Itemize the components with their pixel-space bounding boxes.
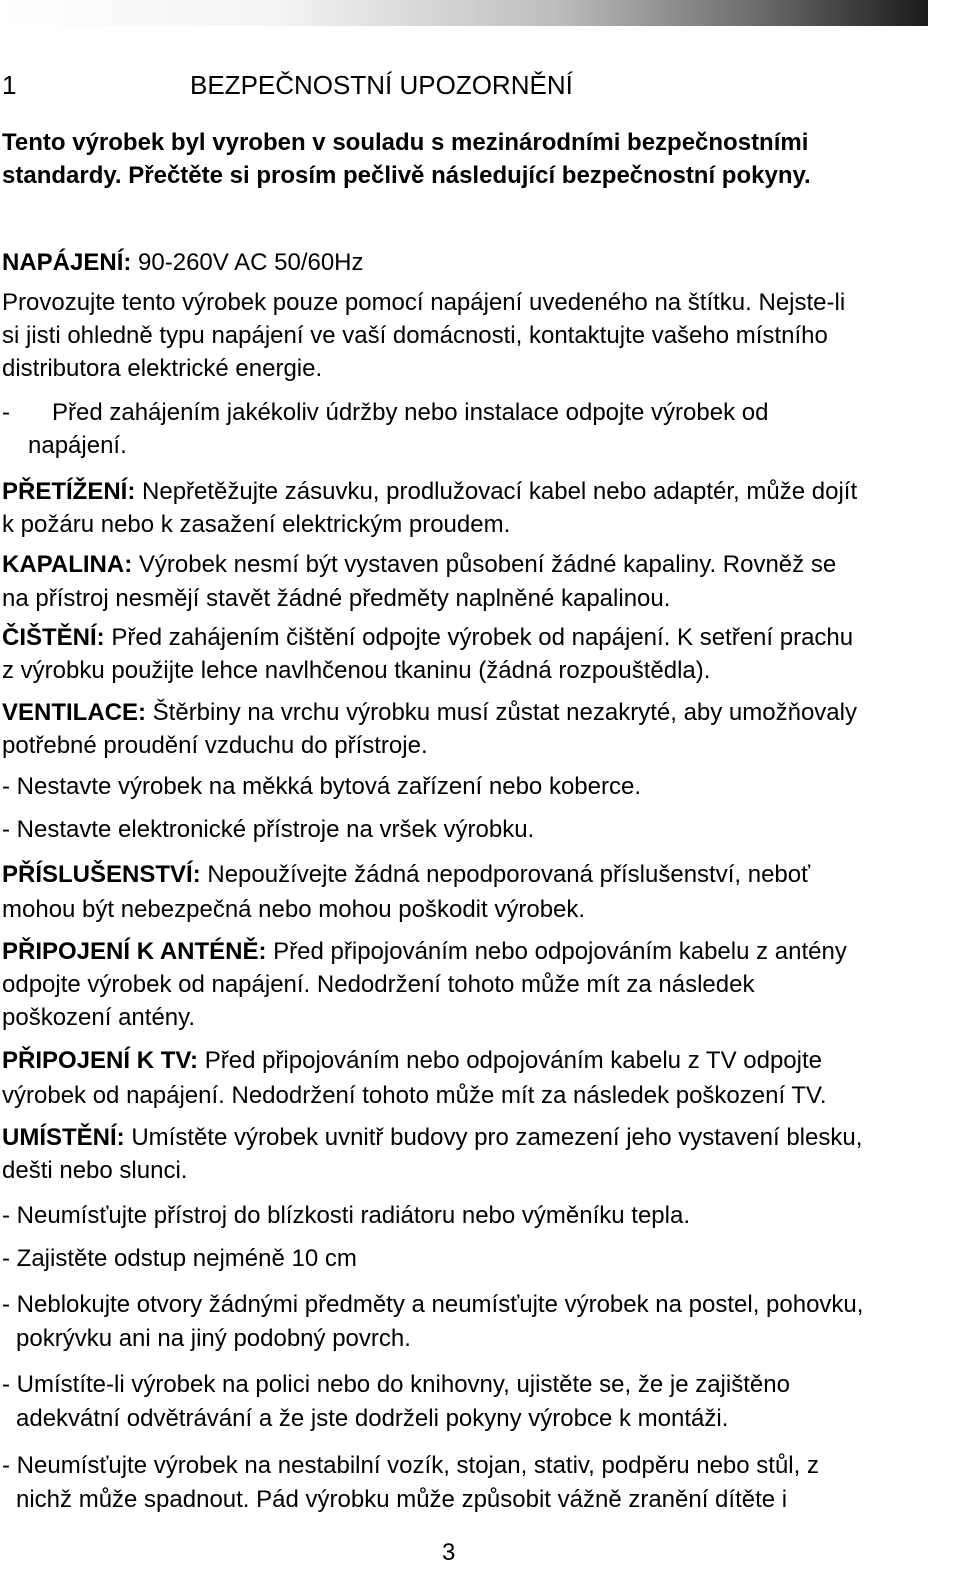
power-heading	[2, 246, 364, 279]
power-line-2: si jisti ohledně typu napájení ve vaší domácnosti, kontaktujte vašeho místního	[2, 322, 828, 349]
location-label: UMÍSTĚNÍ:	[2, 1124, 125, 1151]
antenna-line-1	[2, 935, 847, 968]
cleaning-label: ČIŠTĚNÍ:	[2, 624, 105, 651]
power-bullet-line-1: Před zahájením jakékoliv údržby nebo instalace odpojte výrobek od	[52, 399, 769, 426]
power-value: 90-260V AC 50/60Hz	[131, 249, 364, 276]
liquid-label: KAPALINA:	[2, 551, 133, 578]
power-line-1: Provozujte tento výrobek pouze pomocí napájení uvedeného na štítku. Nejste-li	[2, 289, 846, 316]
cleaning-line-1	[2, 621, 853, 654]
antenna-text-1: Před připojováním nebo odpojováním kabelu z antény	[266, 938, 847, 965]
location-line-2: dešti nebo slunci.	[2, 1157, 188, 1184]
accessories-text-1: Nepoužívejte žádná nepodporovaná příslušenství, neboť	[200, 861, 811, 888]
intro-line-2: standardy. Přečtěte si prosím pečlivě následující bezpečnostní pokyny.	[2, 162, 811, 189]
liquid-line-1	[2, 548, 836, 581]
antenna-line-2: odpojte výrobek od napájení. Nedodržení tohoto může mít za následek	[2, 971, 755, 998]
accessories-line-2: mohou být nebezpečná nebo mohou poškodit výrobek.	[2, 896, 586, 923]
ventilation-bullet-2: - Nestavte elektronické přístroje na vršek výrobku.	[2, 816, 535, 843]
liquid-line-2: na přístroj nesmějí stavět žádné předměty naplněné kapalinou.	[2, 585, 671, 612]
tv-text-1: Před připojováním nebo odpojováním kabelu z TV odpojte	[198, 1047, 822, 1074]
location-bullet-5-line-1: - Neumísťujte výrobek na nestabilní vozík, stojan, stativ, podpěru nebo stůl, z	[2, 1452, 819, 1479]
cleaning-text-1: Před zahájením čištění odpojte výrobek od napájení. K setření prachu	[104, 624, 854, 651]
overload-label: PŘETÍŽENÍ:	[2, 478, 136, 505]
cleaning-line-2: z výrobku použijte lehce navlhčenou tkaninu (žádná rozpouštědla).	[2, 657, 711, 684]
section-number: 1	[2, 70, 17, 100]
section-title: BEZPEČNOSTNÍ UPOZORNĚNÍ	[190, 70, 573, 100]
location-bullet-1: - Neumísťujte přístroj do blízkosti radiátoru nebo výměníku tepla.	[2, 1202, 690, 1229]
location-bullet-4-line-1: - Umístíte-li výrobek na polici nebo do knihovny, ujistěte se, že je zajištěno	[2, 1371, 790, 1398]
location-bullet-5-line-2: nichž může spadnout. Pád výrobku může způsobit vážně zranění dítěte i	[16, 1486, 788, 1513]
tv-label: PŘIPOJENÍ K TV:	[2, 1047, 199, 1074]
antenna-line-3: poškození antény.	[2, 1004, 196, 1031]
header-gradient-bar	[0, 0, 928, 26]
overload-line-2: k požáru nebo k zasažení elektrickým proudem.	[2, 511, 511, 538]
page-number: 3	[442, 1539, 456, 1566]
overload-line-1	[2, 475, 857, 508]
power-bullet-dash: -	[2, 399, 10, 426]
location-bullet-3-line-1: - Neblokujte otvory žádnými předměty a neumísťujte výrobek na postel, pohovku,	[2, 1291, 864, 1318]
power-label: NAPÁJENÍ:	[2, 249, 132, 276]
ventilation-line-1	[2, 696, 857, 729]
location-text-1: Umístěte výrobek uvnitř budovy pro zamezení jeho vystavení blesku,	[124, 1124, 863, 1151]
antenna-label: PŘIPOJENÍ K ANTÉNĚ:	[2, 938, 267, 965]
liquid-text-1: Výrobek nesmí být vystaven působení žádné kapaliny. Rovněž se	[132, 551, 837, 578]
overload-text-1: Nepřetěžujte zásuvku, prodlužovací kabel nebo adaptér, může dojít	[135, 478, 858, 505]
location-bullet-2: - Zajistěte odstup nejméně 10 cm	[2, 1245, 357, 1272]
tv-line-2: výrobek od napájení. Nedodržení tohoto může mít za následek poškození TV.	[2, 1082, 827, 1109]
tv-line-1	[2, 1044, 822, 1077]
power-line-3: distributora elektrické energie.	[2, 355, 323, 382]
ventilation-bullet-1: - Nestavte výrobek na měkká bytová zařízení nebo koberce.	[2, 773, 641, 800]
ventilation-line-2: potřebné proudění vzduchu do přístroje.	[2, 732, 428, 759]
location-bullet-4-line-2: adekvátní odvětrávání a že jste dodrželi pokyny výrobce k montáži.	[16, 1405, 729, 1432]
location-bullet-3-line-2: pokrývku ani na jiný podobný povrch.	[16, 1325, 411, 1352]
power-bullet-line-2: napájení.	[28, 432, 127, 459]
accessories-label: PŘÍSLUŠENSTVÍ:	[2, 861, 201, 888]
location-line-1	[2, 1121, 862, 1154]
accessories-line-1	[2, 858, 810, 891]
intro-line-1: Tento výrobek byl vyroben v souladu s mezinárodními bezpečnostními	[2, 129, 809, 156]
ventilation-label: VENTILACE:	[2, 699, 146, 726]
ventilation-text-1: Štěrbiny na vrchu výrobku musí zůstat nezakryté, aby umožňovaly	[146, 699, 857, 726]
